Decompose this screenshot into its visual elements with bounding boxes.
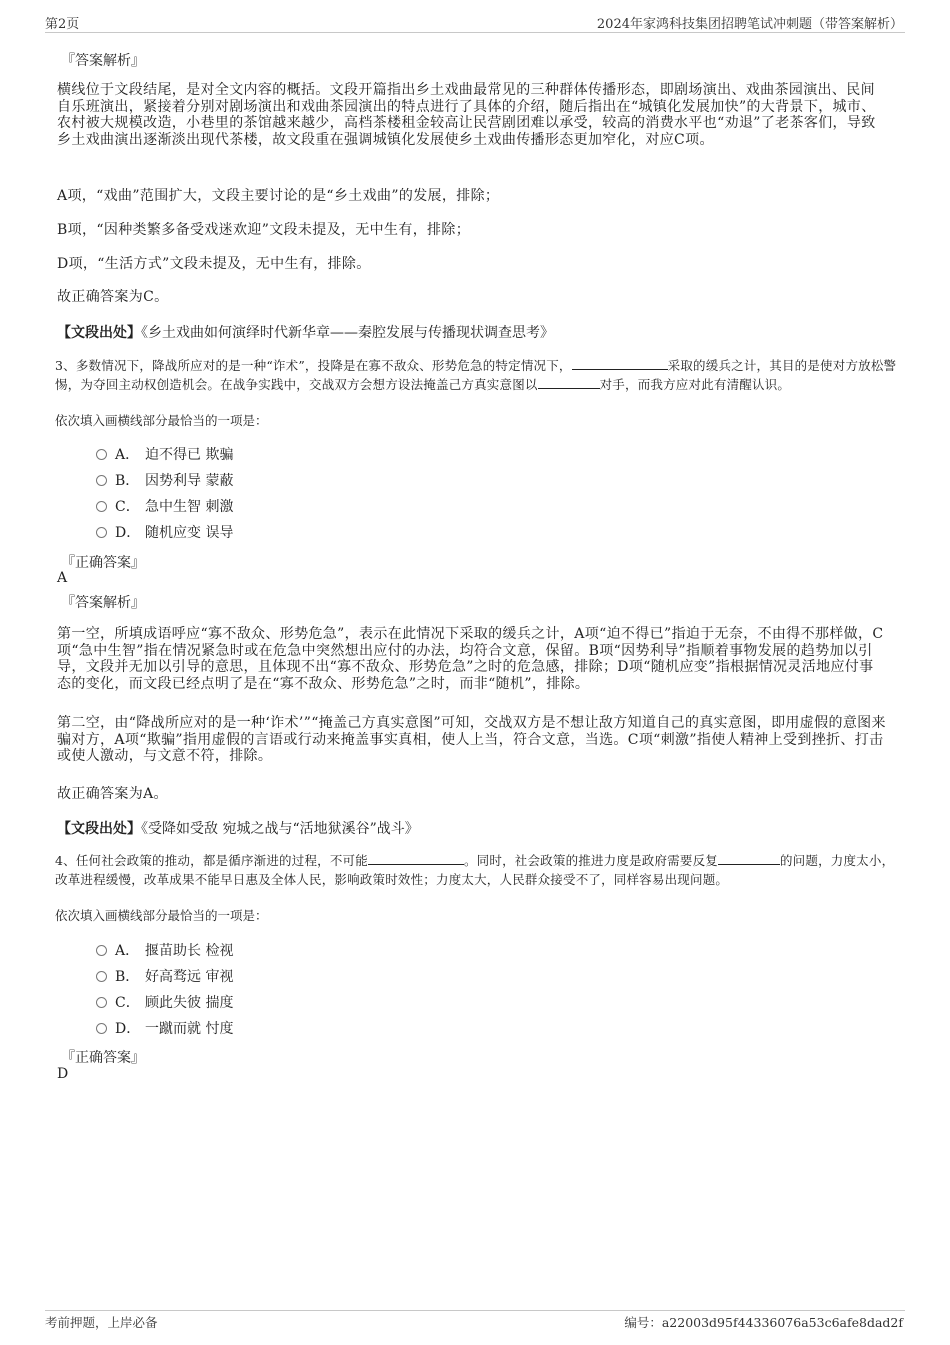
q3-blank-2 (538, 376, 600, 389)
option-text: 随机应变 误导 (145, 525, 234, 541)
q3-answer-tag: 『正确答案』 (61, 555, 145, 571)
q4-blank-2 (718, 852, 780, 865)
q3-option-a[interactable] (96, 446, 233, 464)
radio-icon[interactable] (96, 475, 107, 486)
q3-option-b[interactable] (96, 472, 233, 490)
q4-stem-part1: 4、任何社会政策的推动，都是循序渐进的过程，不可能 (55, 853, 368, 868)
option-label: B． (115, 473, 140, 489)
q3-answer: A (57, 570, 68, 586)
q3-analysis-paragraph-2: 第二空，由“降战所应对的是一种‘诈术’”“掩盖己方真实意图”可知，交战双方是不想让敌方知道自己的真实意图，即用虚假的意图来骗对方，A项“欺骗”指用虚假的言语或行动来掩盖事实真相，使人上当，符合文意，当选。C项“刺激”指使人精神上受到挫折、打击或使人激动，与文意不符，排除。 (57, 715, 886, 765)
option-label: A． (115, 943, 140, 959)
option-label: D． (115, 525, 141, 541)
q4-stem (55, 852, 900, 889)
radio-icon[interactable] (96, 501, 107, 512)
q3-stem (55, 357, 900, 394)
q2-analysis-tag: 『答案解析』 (61, 53, 145, 69)
q3-option-d[interactable] (96, 524, 233, 542)
radio-icon[interactable] (96, 997, 107, 1008)
q4-option-a[interactable] (96, 942, 233, 960)
q4-option-d[interactable] (96, 1020, 233, 1038)
option-text: 好高骛远 审视 (145, 969, 234, 985)
page-number: 第2页 (45, 17, 80, 32)
q2-source (57, 322, 554, 342)
option-text: 揠苗助长 检视 (145, 943, 234, 959)
q3-source-title: 《受降如受敌 宛城之战与“活地狱溪谷”战斗》 (141, 821, 419, 837)
q2-analysis-option-d: D项，“生活方式”文段未提及，无中生有，排除。 (57, 256, 371, 272)
q3-analysis-tag: 『答案解析』 (61, 595, 145, 611)
q2-source-label: 【文段出处】 (57, 325, 141, 341)
q2-analysis-paragraph: 横线位于文段结尾，是对全文内容的概括。文段开篇指出乡土戏曲最常见的三种群体传播形态，即剧场演出、戏曲茶园演出、民间自乐班演出，紧接着分别对剧场演出和戏曲茶园演出的特点进行了具体的介绍，随后指出在“城镇化发展加快”的大背景下，城市、农村被大规模改造，小巷里的茶馆越来越少，高档茶楼租金较高让民营剧团难以承受，较高的消费水平也“劝退”了老茶客们，导致乡土戏曲演出逐渐淡出现代茶楼，故文段重在强调城镇化发展使乡土戏曲传播形态更加窄化，对应C项。 (57, 82, 876, 148)
q3-instruction: 依次填入画横线部分最恰当的一项是： (55, 413, 268, 428)
q2-analysis-option-b: B项，“因种类繁多备受戏迷欢迎”文段未提及，无中生有，排除； (57, 222, 471, 238)
document-title: 2024年家鸿科技集团招聘笔试冲刺题（带答案解析） (596, 17, 903, 32)
option-label: C． (115, 499, 140, 515)
radio-icon[interactable] (96, 449, 107, 460)
q3-blank-1 (572, 357, 668, 370)
q3-option-c[interactable] (96, 498, 233, 516)
option-text: 迫不得已 欺骗 (145, 447, 234, 463)
option-label: D． (115, 1021, 141, 1037)
footer-divider (45, 1310, 905, 1311)
q4-blank-1 (368, 852, 464, 865)
q4-stem-part3: 的问题，力度太小，改革进程缓慢，改革成果不能早日惠及全体人民，影响政策时效性；力度太大，人民群众接受不了，同样容易出现问题。 (55, 853, 895, 887)
option-text: 顾此失彼 揣度 (145, 995, 234, 1011)
radio-icon[interactable] (96, 945, 107, 956)
q3-analysis-paragraph-1: 第一空，所填成语呼应“寡不敌众、形势危急”，表示在此情况下采取的缓兵之计，A项“迫不得已”指迫于无奈，不由得不那样做，C项“急中生智”指在情况紧急时或在危急中突然想出应付的办法，均符合文意，保留。B项“因势利导”指顺着事物发展的趋势加以引导，文段并无加以引导的意思，且体现不出“寡不敌众、形势危急”之时的危急感，排除；D项“随机应变”指根据情况灵活地应付事态的变化，而文段已经点明了是在“寡不敌众、形势危急”之时，而非“随机”，排除。 (57, 626, 884, 692)
q3-conclusion: 故正确答案为A。 (57, 786, 168, 802)
q3-source-label: 【文段出处】 (57, 821, 141, 837)
q4-answer-tag: 『正确答案』 (61, 1050, 145, 1066)
q3-stem-part2: 采取的缓兵之计，其目的是使对方放松警惕，为夺回主动权创造机会。在战争实践中，交战双方会想方设法掩盖己方真实意图以 (55, 358, 897, 392)
q4-option-c[interactable] (96, 994, 233, 1012)
option-label: B． (115, 969, 140, 985)
footer-serial: 编号：a22003d95f44336076a53c6afe8dad2f (624, 1315, 903, 1330)
footer-slogan: 考前押题，上岸必备 (45, 1315, 158, 1330)
option-text: 因势利导 蒙蔽 (145, 473, 234, 489)
q4-instruction: 依次填入画横线部分最恰当的一项是： (55, 908, 268, 923)
radio-icon[interactable] (96, 971, 107, 982)
q3-source (57, 818, 419, 838)
radio-icon[interactable] (96, 527, 107, 538)
radio-icon[interactable] (96, 1023, 107, 1034)
header-divider (45, 32, 905, 33)
q3-stem-part1: 3、多数情况下，降战所应对的是一种“诈术”，投降是在寡不敌众、形势危急的特定情况下， (55, 358, 572, 373)
q2-analysis-option-a: A项，“戏曲”范围扩大，文段主要讨论的是“乡土戏曲”的发展，排除； (57, 188, 500, 204)
option-text: 一蹴而就 忖度 (145, 1021, 234, 1037)
option-label: C． (115, 995, 140, 1011)
q3-stem-part3: 对手，而我方应对此有清醒认识。 (599, 376, 791, 392)
q2-conclusion: 故正确答案为C。 (57, 289, 169, 305)
q2-source-title: 《乡土戏曲如何演绎时代新华章——秦腔发展与传播现状调查思考》 (141, 325, 554, 341)
option-label: A． (115, 447, 140, 463)
q4-option-b[interactable] (96, 968, 233, 986)
q4-stem-part2: 。同时，社会政策的推进力度是政府需要反复 (463, 853, 718, 868)
option-text: 急中生智 刺激 (145, 499, 234, 515)
q4-answer: D (57, 1066, 69, 1082)
